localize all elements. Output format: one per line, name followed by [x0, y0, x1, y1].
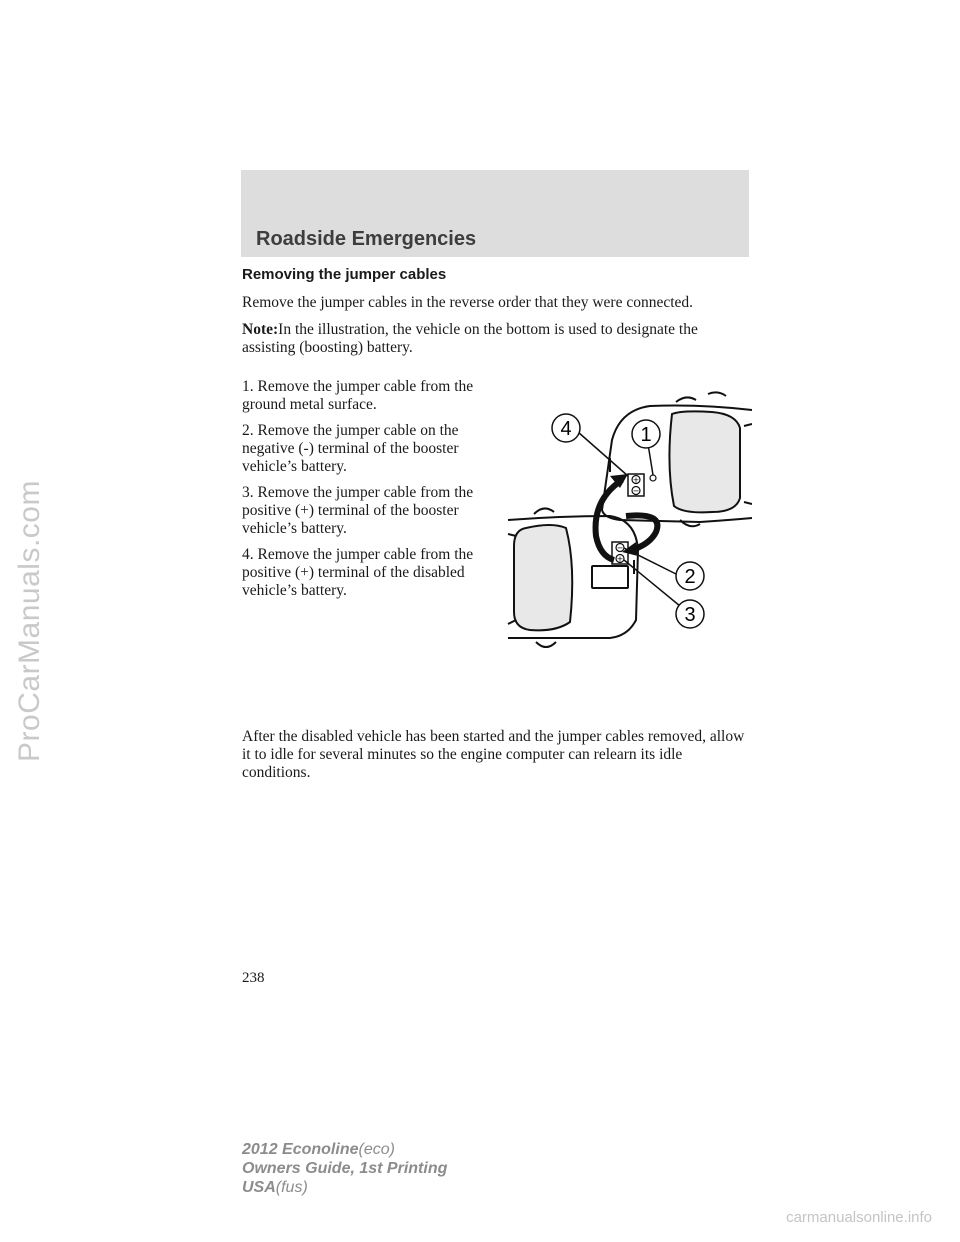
footer-line-model — [242, 1140, 447, 1159]
footer-guide: Owners Guide, 1st Printing — [242, 1160, 448, 1177]
terminal-minus-label: − — [616, 543, 624, 553]
terminal-plus-label: + — [616, 554, 624, 564]
footer-region-code: (fus) — [275, 1179, 308, 1196]
after-paragraph: After the disabled vehicle has been started and the jumper cables removed, allow it to idle for several minutes so the engine computer can relearn its idle conditions. — [242, 728, 745, 781]
bottom-watermark: carmanualsonline.info — [786, 1209, 932, 1226]
callout-2 — [676, 562, 704, 590]
jumper-cable-illustration — [500, 380, 752, 650]
terminal-minus-label: − — [632, 486, 640, 496]
chapter-title: Roadside Emergencies — [256, 228, 477, 250]
callout-4-label: 4 — [560, 418, 572, 440]
callout-2-label: 2 — [684, 566, 696, 588]
steps-list — [242, 378, 500, 608]
step-item: 4. Remove the jumper cable from the positive (+) terminal of the disabled vehicle’s battery. — [242, 546, 474, 599]
callout-4 — [552, 414, 580, 442]
disabled-battery — [628, 474, 656, 496]
terminal-plus-label: + — [632, 475, 640, 485]
side-watermark — [8, 0, 52, 1242]
step-item: 1. Remove the jumper cable from the ground metal surface. — [242, 378, 474, 413]
section-heading: Removing the jumper cables — [242, 266, 447, 283]
callout-3-label: 3 — [684, 604, 696, 626]
booster-vehicle-outline — [508, 508, 638, 647]
footer-line-region — [242, 1178, 447, 1197]
step-item: 3. Remove the jumper cable from the positive (+) terminal of the booster vehicle’s battery. — [242, 484, 474, 537]
note-paragraph — [242, 321, 752, 357]
chapter-header — [241, 170, 749, 257]
disabled-vehicle-outline — [602, 392, 752, 526]
note-label: Note: — [242, 321, 279, 338]
side-watermark-text: ProCarManuals.com — [13, 480, 46, 762]
footer-model: 2012 Econoline — [242, 1141, 359, 1158]
callout-1 — [632, 420, 660, 448]
footer-model-code: (eco) — [358, 1141, 395, 1158]
intro-paragraph: Remove the jumper cables in the reverse order that they were connected. — [242, 294, 694, 311]
callout-3 — [676, 600, 704, 628]
step-item: 2. Remove the jumper cable on the negative (-) terminal of the booster vehicle’s battery. — [242, 422, 459, 475]
callout-1-label: 1 — [640, 424, 652, 446]
footer-region: USA — [242, 1179, 276, 1196]
section-intro — [242, 266, 752, 366]
page-number: 238 — [242, 970, 265, 986]
footer-imprint — [242, 1140, 447, 1197]
note-text: In the illustration, the vehicle on the bottom is used to designate the assisting (boosting) battery. — [242, 321, 698, 356]
